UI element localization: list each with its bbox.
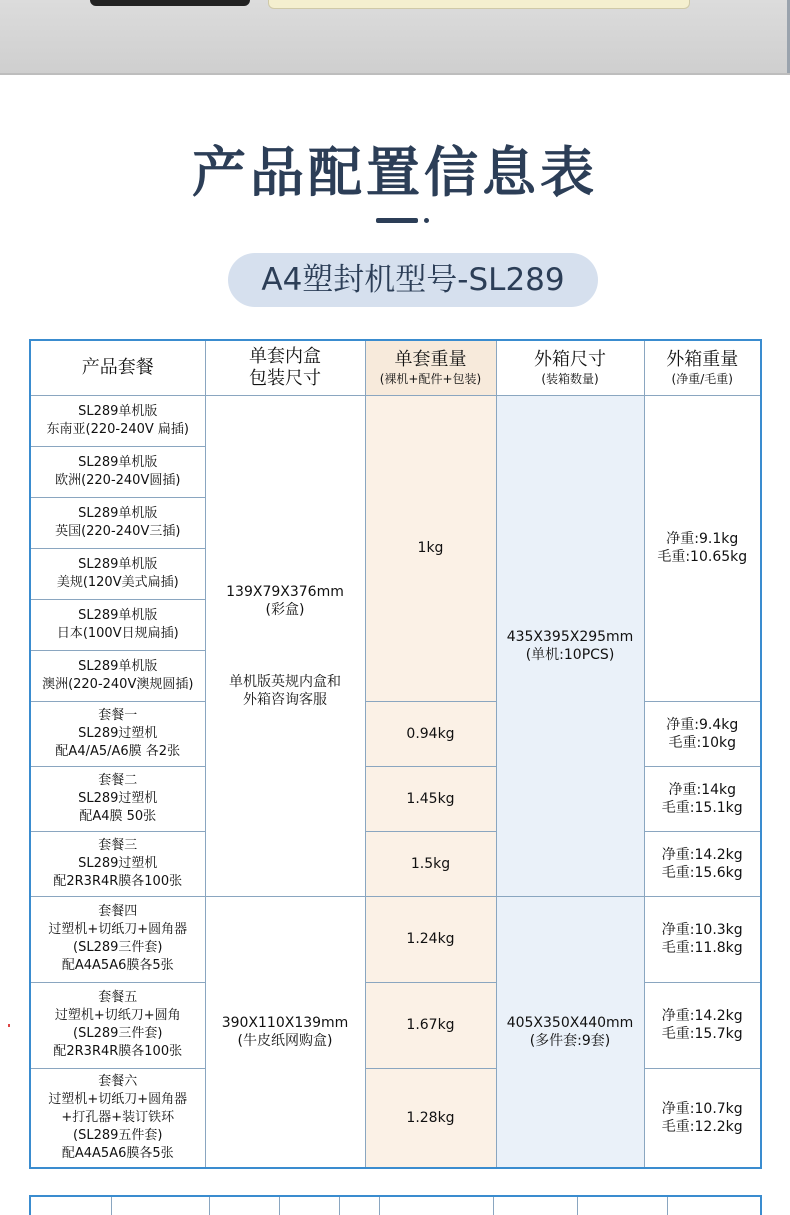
header-package: 产品套餐 <box>30 340 205 395</box>
inner-box-size: 390X110X139mm (牛皮纸网购盒) <box>205 896 365 1168</box>
outer-weight: 净重:10.3kg 毛重:11.8kg <box>644 896 761 982</box>
divider <box>577 1197 578 1215</box>
table-row <box>30 1068 761 1168</box>
package-name: 套餐三 SL289过塑机 配2R3R4R膜各100张 <box>30 831 205 896</box>
outer-box-size: 435X395X295mm (单机:10PCS) <box>496 395 644 896</box>
package-name: SL289单机版 澳洲(220-240V澳规圆插) <box>30 650 205 701</box>
outer-weight: 净重:14.2kg 毛重:15.6kg <box>644 831 761 896</box>
title-underline <box>376 218 418 223</box>
package-name: 套餐六 过塑机+切纸刀+圆角器 +打孔器+装订铁环 (SL289五件套) 配A4A5A6膜各5张 <box>30 1068 205 1168</box>
package-name: 套餐一 SL289过塑机 配A4/A5/A6膜 各2张 <box>30 701 205 766</box>
package-name: SL289单机版 欧洲(220-240V圆插) <box>30 446 205 497</box>
header-outer-weight: 外箱重量 (净重/毛重) <box>644 340 761 395</box>
package-name: SL289单机版 美规(120V美式扁插) <box>30 548 205 599</box>
header-inner-box: 单套内盒 包装尺寸 <box>205 340 365 395</box>
divider <box>379 1197 380 1215</box>
package-name: 套餐四 过塑机+切纸刀+圆角器 (SL289三件套) 配A4A5A6膜各5张 <box>30 896 205 982</box>
outer-weight: 净重:10.7kg 毛重:12.2kg <box>644 1068 761 1168</box>
unit-weight: 1.67kg <box>365 982 496 1068</box>
outer-weight: 净重:14.2kg 毛重:15.7kg <box>644 982 761 1068</box>
package-name: 套餐五 过塑机+切纸刀+圆角 (SL289三件套) 配2R3R4R膜各100张 <box>30 982 205 1068</box>
header-weight: 单套重量 (裸机+配件+包装) <box>365 340 496 395</box>
table-row <box>30 831 761 896</box>
header-row <box>30 340 761 395</box>
package-name: SL289单机版 英国(220-240V三插) <box>30 497 205 548</box>
unit-weight: 0.94kg <box>365 701 496 766</box>
unit-weight: 1.24kg <box>365 896 496 982</box>
table-row <box>30 896 761 982</box>
product-photo-1 <box>90 0 250 6</box>
table-row <box>30 982 761 1068</box>
table-row <box>30 766 761 831</box>
unit-weight: 1.28kg <box>365 1068 496 1168</box>
package-name: 套餐二 SL289过塑机 配A4膜 50张 <box>30 766 205 831</box>
title-underline-dot <box>424 218 429 223</box>
product-photo-2 <box>268 0 690 9</box>
unit-weight: 1.5kg <box>365 831 496 896</box>
package-name: SL289单机版 东南亚(220-240V 扁插) <box>30 395 205 446</box>
divider <box>209 1197 210 1215</box>
divider <box>111 1197 112 1215</box>
package-name: SL289单机版 日本(100V日规扁插) <box>30 599 205 650</box>
outer-weight: 净重:14kg 毛重:15.1kg <box>644 766 761 831</box>
header-outer-box: 外箱尺寸 (装箱数量) <box>496 340 644 395</box>
table-row <box>30 395 761 446</box>
page-title: 产品配置信息表 <box>192 141 598 204</box>
model-badge: A4塑封机型号-SL289 <box>228 253 598 307</box>
divider <box>339 1197 340 1215</box>
stray-mark <box>8 1024 10 1027</box>
divider <box>279 1197 280 1215</box>
spec-table <box>29 339 762 1169</box>
top-product-image-band <box>0 0 790 75</box>
outer-weight: 净重:9.1kg 毛重:10.65kg <box>644 395 761 701</box>
next-table-top-edge <box>29 1195 762 1215</box>
unit-weight: 1.45kg <box>365 766 496 831</box>
unit-weight: 1kg <box>365 395 496 701</box>
inner-box-size: 139X79X376mm (彩盒) 单机版英规内盒和 外箱咨询客服 <box>205 395 365 896</box>
divider <box>667 1197 668 1215</box>
outer-box-size: 405X350X440mm (多件套:9套) <box>496 896 644 1168</box>
divider <box>493 1197 494 1215</box>
outer-weight: 净重:9.4kg 毛重:10kg <box>644 701 761 766</box>
table-row <box>30 701 761 766</box>
